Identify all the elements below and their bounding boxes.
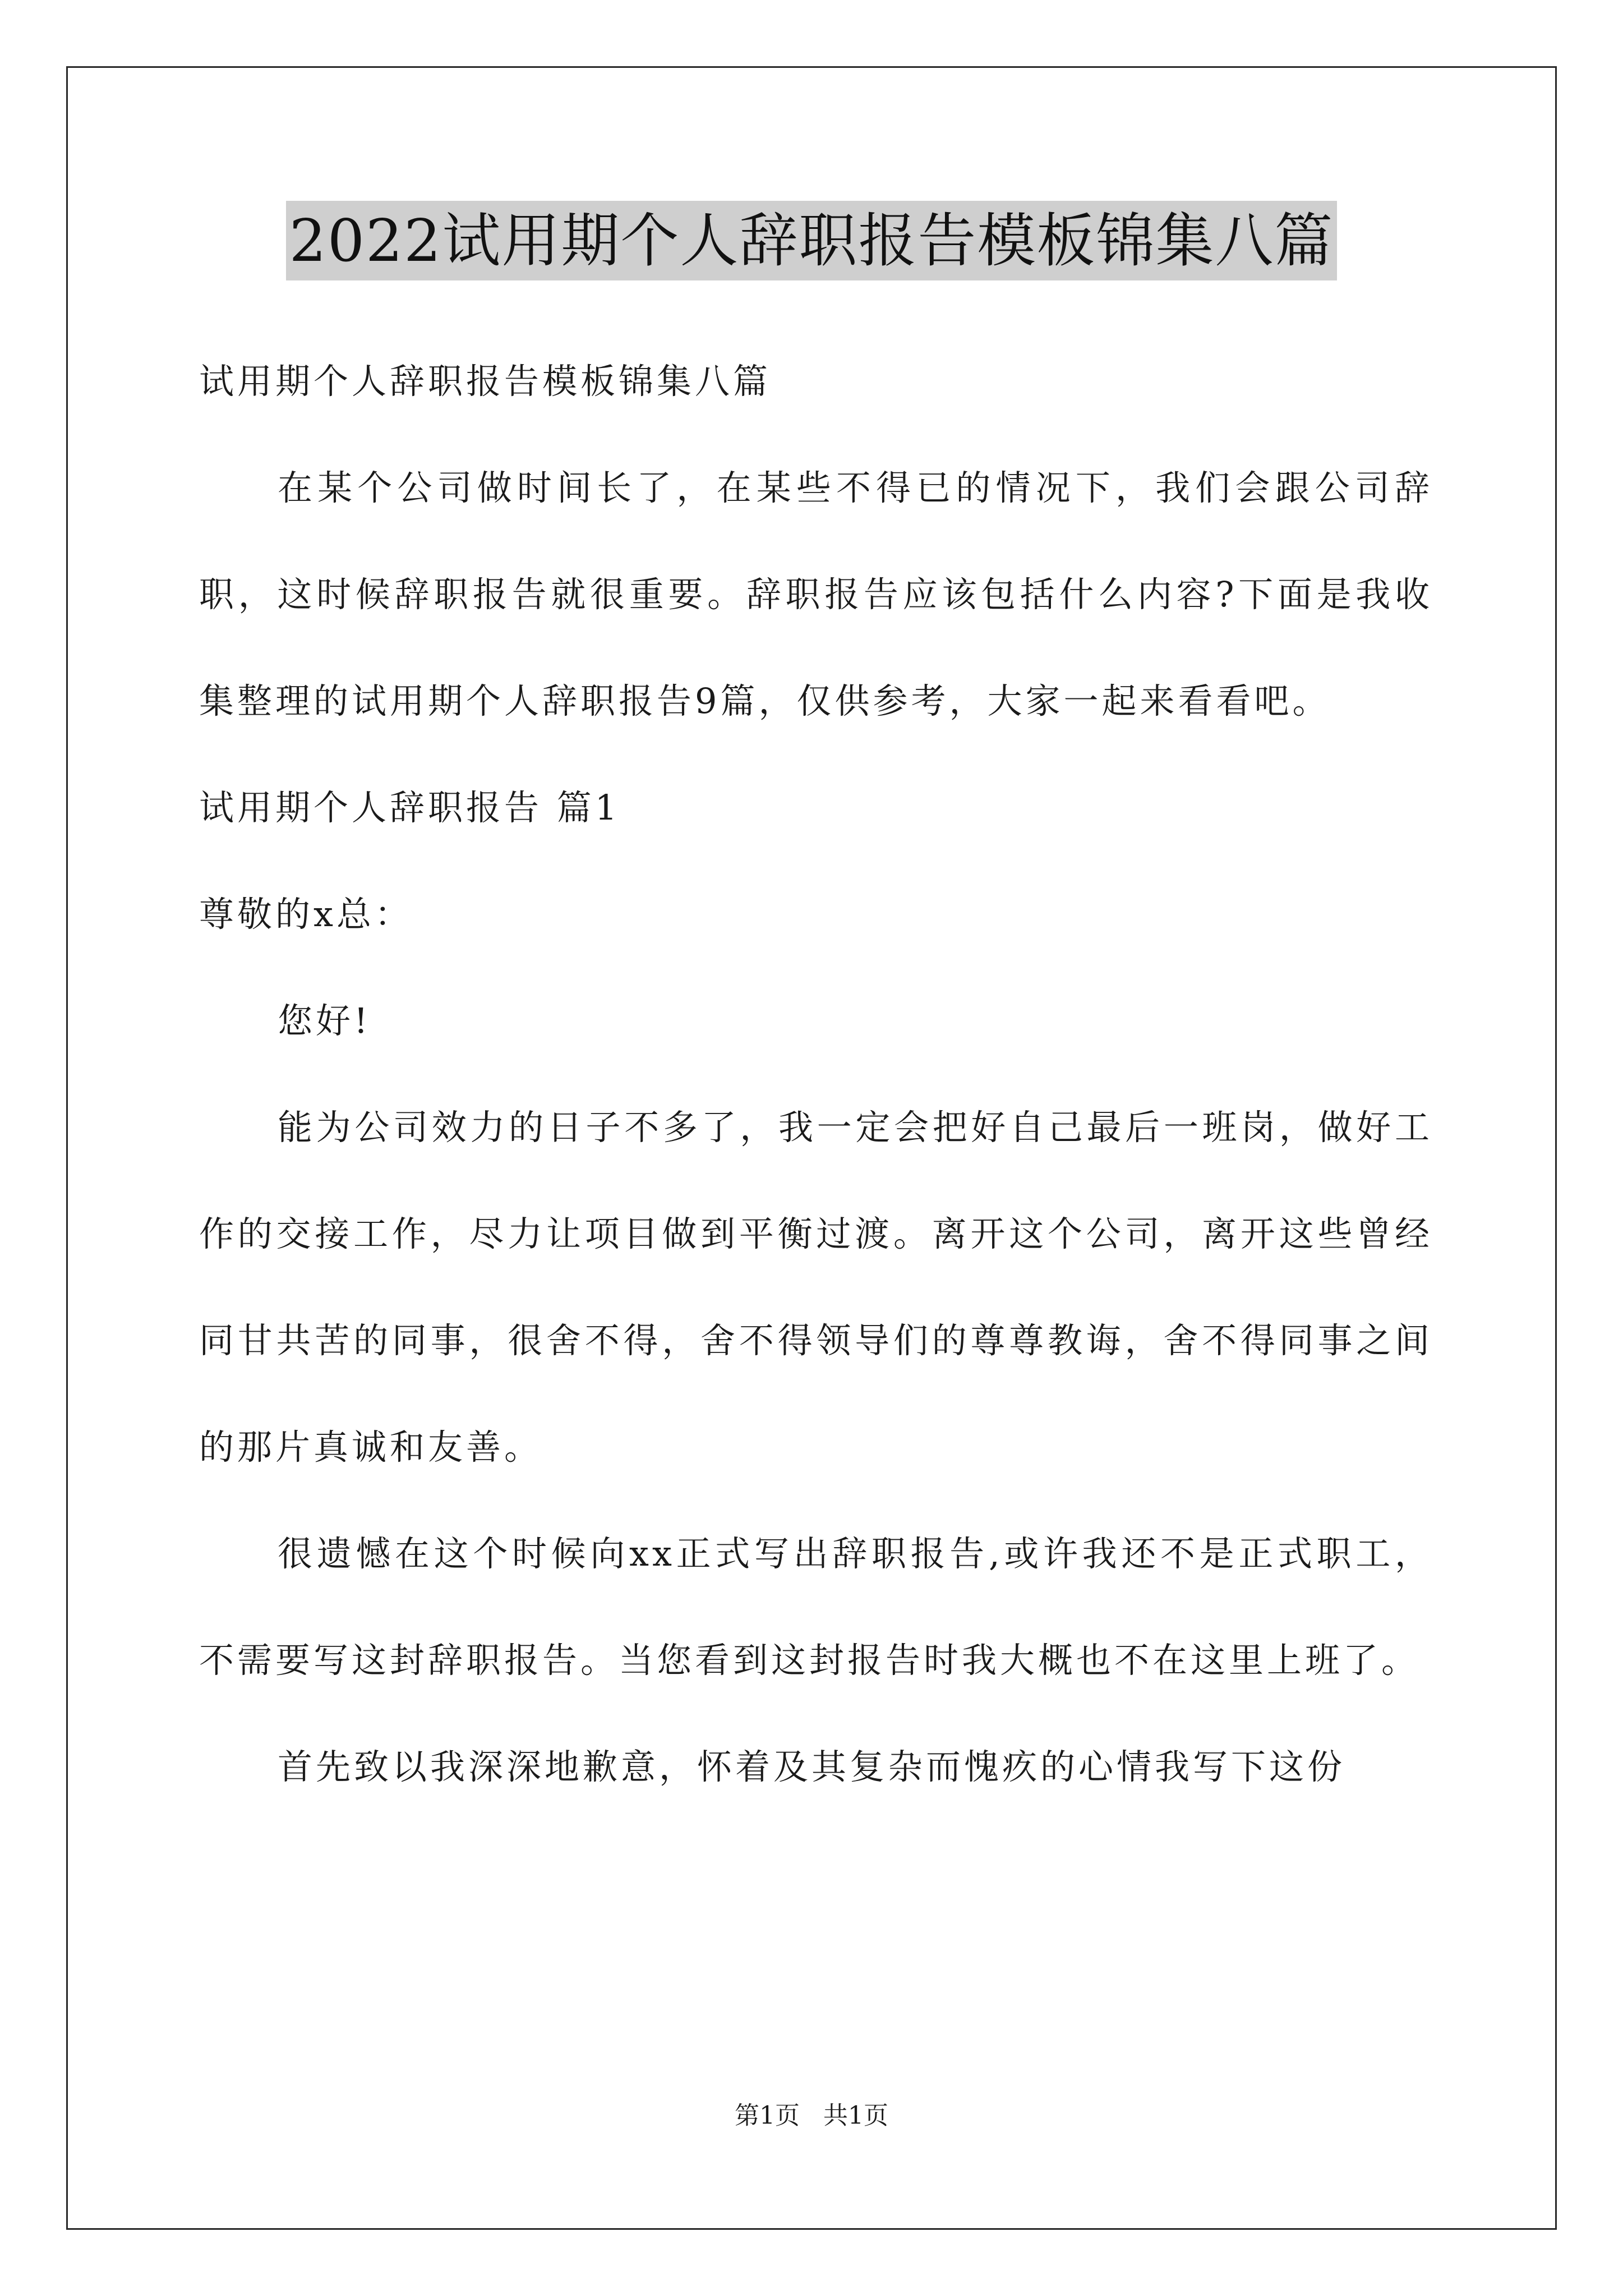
salutation: 尊敬的x总： <box>199 894 413 935</box>
title-container <box>0 201 1623 280</box>
body-paragraph-3: 首先致以我深深地歉意，怀着及其复杂而愧疚的心情我写下这份 <box>278 1746 1346 1787</box>
page-number: 第1页 共1页 <box>735 2101 888 2130</box>
body-paragraph-2: 很遗憾在这个时候向xx正式写出辞职报告,或许我还不是正式职工，不需要写这封辞职报告。当您看到这封报告时我大概也不在这里上班了。 <box>199 1533 1433 1681</box>
document-body <box>199 328 1433 1820</box>
section-heading: 试用期个人辞职报告 篇1 <box>199 787 621 828</box>
greeting: 您好! <box>278 1000 371 1041</box>
page-footer <box>0 2095 1623 2131</box>
intro-paragraph: 在某个公司做时间长了，在某些不得已的情况下，我们会跟公司辞职，这时候辞职报告就很重要。辞职报告应该包括什么内容?下面是我收集整理的试用期个人辞职报告9篇，仅供参考，大家一起来看看吧。 <box>199 467 1433 721</box>
body-paragraph-1: 能为公司效力的日子不多了，我一定会把好自己最后一班岗，做好工作的交接工作，尽力让项目做到平衡过渡。离开这个公司，离开这些曾经同甘共苦的同事，很舍不得，舍不得领导们的尊尊教诲，舍不得同事之间的那片真诚和友善。 <box>199 1107 1433 1467</box>
document-title: 2022试用期个人辞职报告模板锦集八篇 <box>286 201 1338 280</box>
subtitle-paragraph: 试用期个人辞职报告模板锦集八篇 <box>199 361 772 402</box>
